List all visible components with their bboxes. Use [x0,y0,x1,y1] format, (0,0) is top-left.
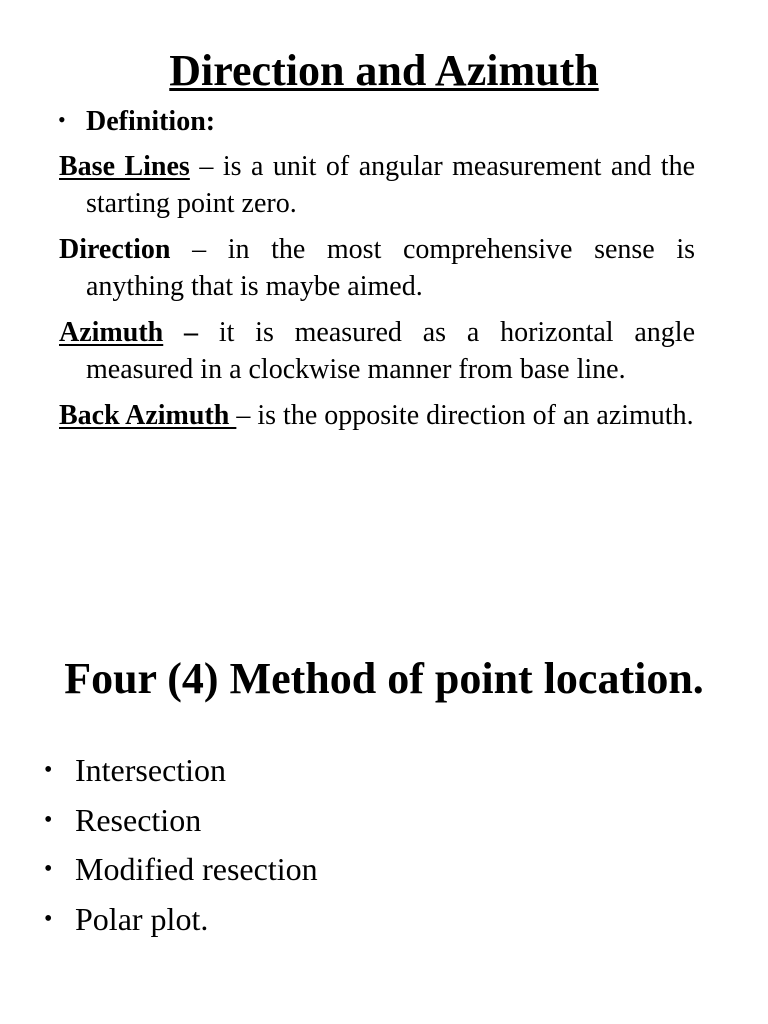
definition-separator: – [189,151,223,182]
definition-term: Azimuth [59,317,164,348]
bullet-icon: • [44,856,53,882]
methods-list [44,746,318,944]
definition-separator: – [170,234,228,265]
definition-text: it is measured as a horizontal angle measured in a clockwise manner from base line. [86,317,696,385]
list-item [44,895,318,945]
slide-point-location [0,512,768,1024]
definition-text: is a unit of angular measurement and the starting point zero. [86,151,696,219]
definition-term: Base Lines [59,151,190,182]
definitions-list [59,148,695,443]
definition-term: Direction [59,234,171,265]
slide-title: Four (4) Method of point location. [64,654,704,703]
definition-term: Back Azimuth [59,400,237,431]
method-label: Modified resection [75,851,318,887]
definition-separator: – [163,317,219,348]
definition-base-lines [59,148,695,222]
bullet-icon: • [44,905,53,932]
list-item [44,845,318,895]
definition-text: is the opposite direction of an azimuth. [257,400,694,431]
definition-separator: – [236,400,258,431]
bullet-icon: • [44,806,53,833]
list-item [44,796,318,846]
definition-back-azimuth [59,397,695,434]
definition-text: in the most comprehensive sense is anything that is maybe aimed. [86,234,696,302]
definition-heading [58,103,215,139]
slide-title: Direction and Azimuth [169,46,599,95]
method-label: Intersection [75,752,227,788]
list-item [44,746,318,796]
definition-heading-label: Definition: [86,106,216,137]
method-label: Polar plot. [75,900,209,937]
definition-azimuth [59,314,695,388]
method-label: Resection [75,801,202,838]
bullet-icon: • [58,107,66,132]
bullet-icon: • [44,757,53,783]
definition-direction [59,231,695,305]
